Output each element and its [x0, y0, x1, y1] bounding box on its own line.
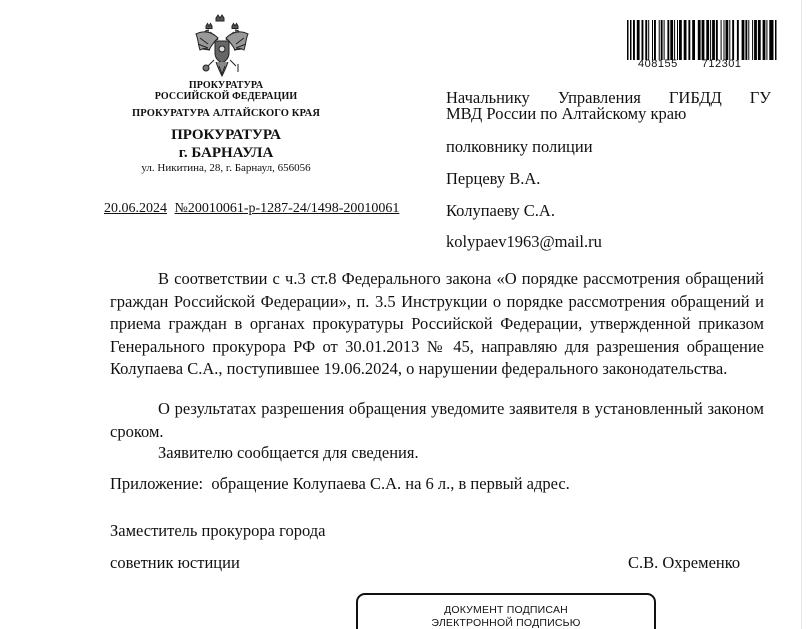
stamp-line-2: ЭЛЕКТРОННОЙ ПОДПИСЬЮ	[431, 617, 581, 629]
org-address: ул. Никитина, 28, г. Барнаул, 656056	[141, 162, 311, 174]
barcode-bar	[721, 20, 722, 60]
org-name-line-4: ПРОКУРАТУРА	[171, 127, 281, 143]
registration-date: 20.06.2024	[104, 201, 167, 216]
barcode-bar	[754, 20, 757, 60]
org-name-line-3: ПРОКУРАТУРА АЛТАЙСКОГО КРАЯ	[131, 108, 320, 119]
barcode-bar	[769, 20, 772, 60]
addressee-word: ГИБДД	[668, 88, 722, 107]
addressee-email: kolypaev1963@mail.ru	[446, 232, 602, 251]
barcode-bar	[654, 20, 656, 60]
barcode-bar	[661, 20, 663, 60]
page-edge-divider	[801, 0, 802, 629]
signer-rank: советник юстиции	[110, 553, 240, 572]
barcode-bar	[752, 20, 753, 60]
barcode-bar	[716, 20, 718, 60]
barcode-bar	[742, 20, 745, 60]
barcode-bar	[684, 20, 687, 60]
barcode-bar	[688, 20, 690, 60]
registration-line	[100, 201, 399, 217]
barcode-bar	[659, 20, 660, 60]
barcode-bar	[692, 20, 695, 60]
stamp-line-1: ДОКУМЕНТ ПОДПИСАН	[444, 604, 568, 616]
barcode-bar	[670, 20, 673, 60]
signer-name: С.В. Охременко	[628, 553, 741, 572]
barcode-bar	[732, 20, 734, 60]
barcode-bar	[775, 20, 777, 60]
barcode-bar	[630, 20, 632, 60]
barcode-bar	[729, 20, 730, 60]
addressee-line-4: Перцеву В.А.	[446, 169, 541, 188]
barcode-bar	[652, 20, 653, 60]
org-name-line-5: г. БАРНАУЛА	[178, 145, 274, 161]
barcode-bar	[745, 20, 747, 60]
body-paragraph-3: Заявителю сообщается для сведения.	[158, 443, 419, 462]
barcode-icon	[627, 20, 777, 60]
barcode-bar	[726, 20, 729, 60]
electronic-signature-stamp	[356, 593, 656, 629]
barcode-bar	[702, 20, 705, 60]
barcode-bar	[724, 20, 725, 60]
barcode-bar	[642, 20, 644, 60]
barcode-bar	[710, 20, 711, 60]
addressee-line-2: МВД России по Алтайскому краю	[446, 104, 687, 123]
addressee-word: Начальнику	[446, 88, 530, 107]
barcode-bar	[706, 20, 709, 60]
addressee-line-5: Колупаеву С.А.	[446, 201, 555, 220]
barcode-bar	[766, 20, 767, 60]
barcode-bar	[712, 20, 715, 60]
barcode-bar	[698, 20, 701, 60]
registration-number: №20010061-р-1287-24/1498-20010061	[174, 201, 400, 216]
org-name-line-1: ПРОКУРАТУРА	[188, 80, 264, 91]
barcode-bar	[633, 20, 635, 60]
double-headed-eagle-icon	[192, 14, 252, 80]
barcode-bar	[677, 20, 678, 60]
barcode-bar	[645, 20, 647, 60]
body-paragraph-2: О результатах разрешения обращения уведомите заявителя в установленный законом сроком.	[110, 399, 764, 441]
barcode-bar	[758, 20, 761, 60]
signer-position: Заместитель прокурора города	[110, 521, 326, 540]
barcode-bar	[637, 20, 640, 60]
barcode-digits-right: 712301	[701, 58, 742, 70]
barcode-bar	[679, 20, 682, 60]
barcode-bar	[664, 20, 665, 60]
barcode-bar	[648, 20, 649, 60]
barcode-bar	[763, 20, 766, 60]
barcode-bar	[748, 20, 749, 60]
body-paragraph-1: В соответствии с ч.3 ст.8 Федерального закона «О порядке рассмотрения обращений граждан Российской Федерации», п. 3.5 Инструкции о порядке рассмотрения обращений и приема граждан в органах прокуратуры Российской Федерации, утвержденной приказом Генерального прокурора РФ от 30.01.2013 № 45, направляю для разрешения обращение Колупаева С.А., поступившее 19.06.2024, о нарушении федерального законодательства.	[110, 269, 764, 378]
barcode-bar	[674, 20, 675, 60]
barcode-bar	[737, 20, 739, 60]
barcode-number	[638, 58, 741, 70]
attachment-line: Приложение: обращение Колупаева С.А. на 6 л., в первый адрес.	[110, 474, 570, 493]
barcode-digits-left: 408155	[638, 58, 678, 70]
barcode-bar	[667, 20, 669, 60]
barcode-bar	[627, 20, 629, 60]
org-name-line-2: РОССИЙСКОЙ ФЕДЕРАЦИИ	[154, 91, 298, 102]
barcode-bar	[772, 20, 774, 60]
addressee-line-3: полковнику полиции	[446, 137, 593, 156]
addressee-word: Управления	[557, 88, 641, 107]
addressee-word: ГУ	[749, 88, 771, 107]
